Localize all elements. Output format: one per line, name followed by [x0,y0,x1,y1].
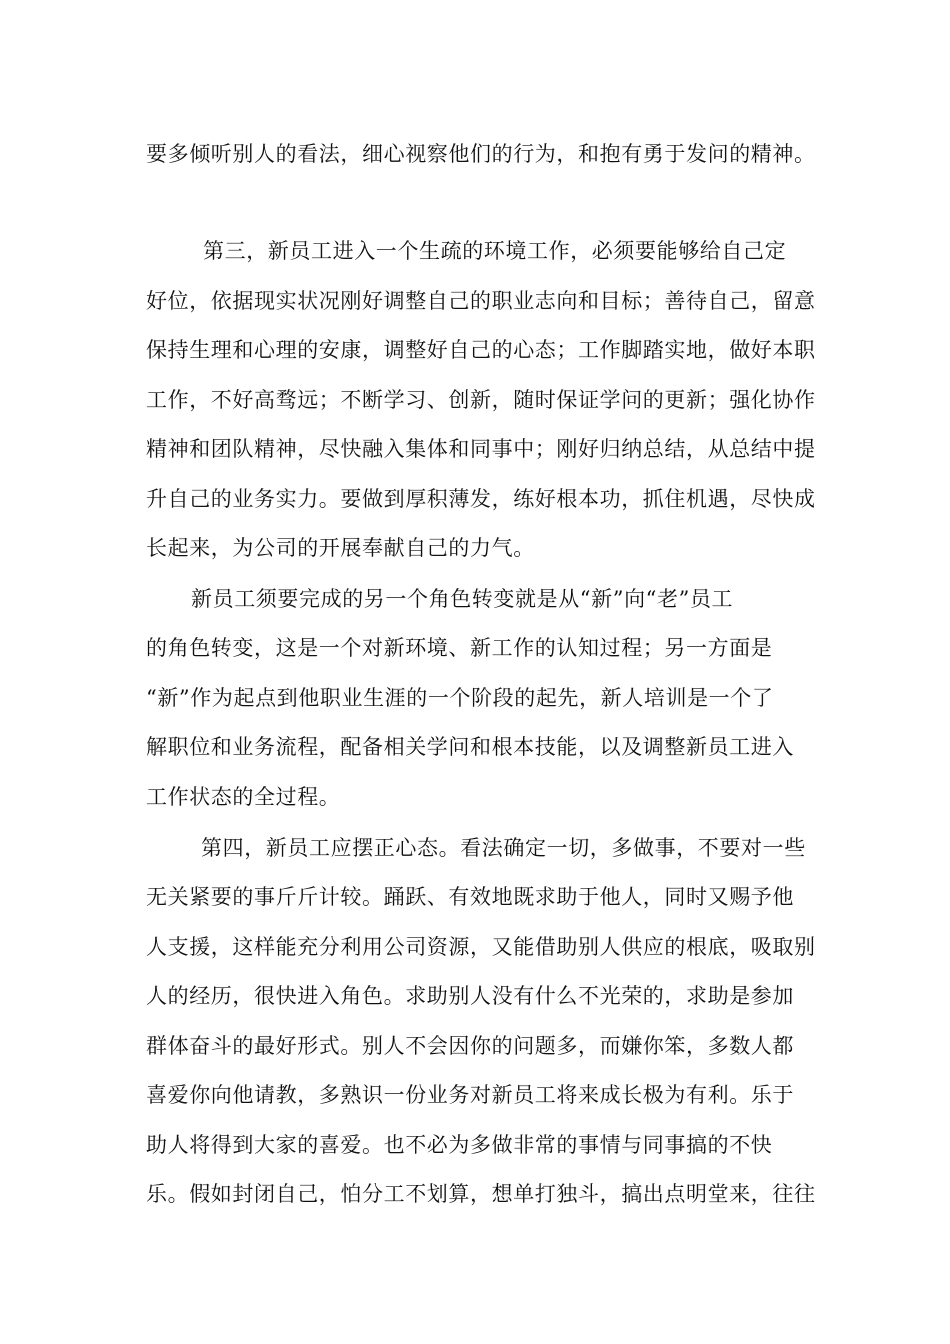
text-line: 工作，不好高骛远；不断学习、创新，随时保证学问的更新；强化协作 [146,388,816,412]
text-line: 保持生理和心理的安康，调整好自己的心态；工作脚踏实地，做好本职 [146,338,816,362]
text-line: 解职位和业务流程，配备相关学问和根本技能，以及调整新员工进入 [146,735,794,759]
text-line: 乐。假如封闭自己，怕分工不划算，想单打独斗，搞出点明堂来，往往 [146,1182,816,1206]
text-line: “新”作为起点到他职业生涯的一个阶段的起先，新人培训是一个了 [146,686,774,710]
paragraph-first-line: 第四，新员工应摆正心态。看法确定一切，多做事，不要对一些 [201,836,806,860]
text-line: 喜爱你向他请教，多熟识一份业务对新员工将来成长极为有利。乐于 [146,1083,794,1107]
text-line: 无关紧要的事斤斤计较。踊跃、有效地既求助于他人，同时又赐予他 [146,885,794,909]
text-line: 好位，依据现实状况刚好调整自己的职业志向和目标；善待自己，留意 [146,289,816,313]
paragraph-first-line: 第三，新员工进入一个生疏的环境工作，必须要能够给自己定 [203,239,787,263]
text-line: 群体奋斗的最好形式。别人不会因你的问题多，而嫌你笨，多数人都 [146,1034,794,1058]
text-line: 工作状态的全过程。 [146,785,341,809]
text-line: 助人将得到大家的喜爱。也不必为多做非常的事情与同事搞的不快 [146,1133,773,1157]
paragraph-first-line: 新员工须要完成的另一个角色转变就是从“新”向“老”员工 [191,587,734,611]
text-line: 精神和团队精神，尽快融入集体和同事中；刚好归纳总结，从总结中提 [146,437,816,461]
text-line: 升自己的业务实力。要做到厚积薄发，练好根本功，抓住机遇，尽快成 [146,487,816,511]
text-line: 人支援，这样能充分利用公司资源，又能借助别人供应的根底，吸取别 [146,935,816,959]
text-line: 人的经历，很快进入角色。求助别人没有什么不光荣的，求助是参加 [146,984,794,1008]
text-line: 要多倾听别人的看法，细心视察他们的行为，和抱有勇于发问的精神。 [146,142,816,166]
text-line: 的角色转变，这是一个对新环境、新工作的认知过程；另一方面是 [146,636,773,660]
text-line: 长起来，为公司的开展奉献自己的力气。 [146,536,535,560]
